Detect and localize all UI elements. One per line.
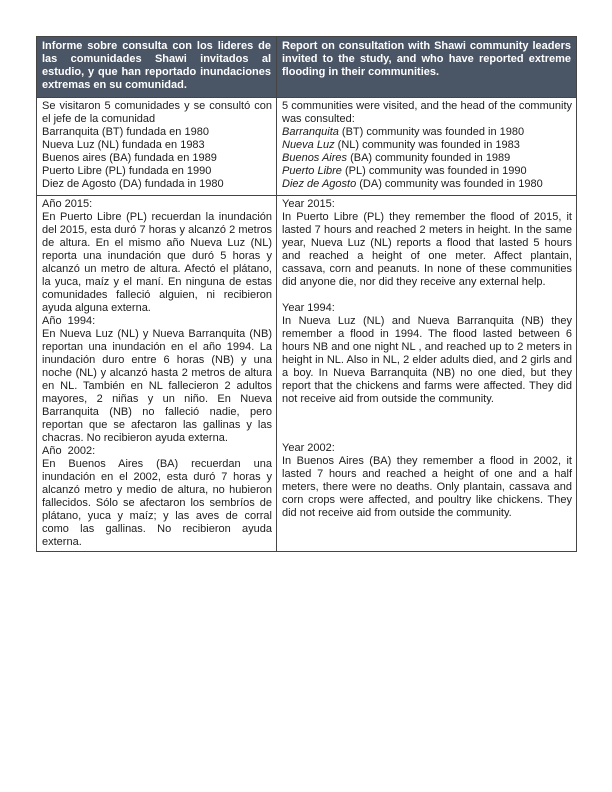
consultation-report-table <box>36 36 577 552</box>
community-line-spanish: Barranquita (BT) fundada en 1980 <box>42 126 209 138</box>
flood-paragraph-english-label: Year 2002: <box>282 442 335 454</box>
table-header-row <box>37 37 577 98</box>
community-line-spanish: Diez de Agosto (DA) fundada in 1980 <box>42 178 224 190</box>
community-line-english: Nueva Luz (NL) community was founded in 1983 <box>282 139 520 151</box>
flood-paragraph-spanish-label: Año 2002: <box>42 445 96 457</box>
flood-paragraph-spanish <box>42 198 272 315</box>
flood-paragraph-spanish-text: En Nueva Luz (NL) y Nueva Barranquita (NB) reportan una inundación en el año 1994. La inundación duro entre 6 horas (NB) y una noche (NL) y alcanzó hasta 2 metros de altura en NL. También en NL fallecieron 2 adultos mayores, 2 niñas y un niño. En Nueva Barranquita (NB) no falleció nadie, pero reportan que se afectaron las gallinas y las chacras. No recibieron ayuda externa. <box>42 328 272 444</box>
communities-list-english <box>282 126 572 191</box>
community-line-english: Puerto Libre (PL) community was founded in 1990 <box>282 165 527 177</box>
flood-paragraph-spanish-label: Año 2015: <box>42 198 93 210</box>
flood-paragraph-english-text: In Puerto Libre (PL) they remember the flood of 2015, it lasted 7 hours and reached 2 meters in height. In the same year, Nueva Luz (NL) reports a flood that lasted 5 hours and reached a height of one meter. Affect plantain, cassava, corn and peanuts. In none of these communities did anyone die, nor did they receive any external help. <box>282 211 572 288</box>
communities-list-spanish <box>42 126 272 191</box>
community-line-spanish: Buenos aires (BA) fundada en 1989 <box>42 152 217 164</box>
communities-intro-spanish: Se visitaron 5 comunidades y se consultó con el jefe de la comunidad <box>42 100 272 125</box>
communities-cell-english <box>277 98 577 196</box>
flood-reports-cell-english <box>277 196 577 552</box>
flood-paragraph-spanish <box>42 315 272 445</box>
community-line-spanish: Puerto Libre (PL) fundada en 1990 <box>42 165 212 177</box>
communities-cell-spanish <box>37 98 277 196</box>
flood-paragraph-spanish-text: En Buenos Aires (BA) recuerdan una inundación en el 2002, esta duró 7 horas y alcanzó metro y medio de altura, no hubieron fallecidos. Sólo se afectaron los sembríos de plátano, yuca y maíz; y las aves de corral como las gallinas. No recibieron ayuda externa. <box>42 458 272 548</box>
communities-intro-english: 5 communities were visited, and the head of the community was consulted: <box>282 100 572 125</box>
community-line-english: Barranquita (BT) community was founded in 1980 <box>282 126 525 138</box>
header-title-spanish: Informe sobre consulta con los lideres de las comunidades Shawi invitados al estudio, y que han reportado inundaciones extremas en su comunidad. <box>37 37 277 98</box>
flood-reports-row <box>37 196 577 552</box>
flood-paragraph-spanish-text: En Puerto Libre (PL) recuerdan la inundación del 2015, esta duró 7 horas y alcanzó 2 metros de altura. En el mismo año Nueva Luz (NL) reporta una inundación que duró 5 horas y alcanzó un metro de altura. Afectó el plátano, la yuca, maíz y el maní. En ninguna de estas comunidades falleció alguien, ni recibieron ayuda alguna externa. <box>42 211 272 314</box>
flood-reports-cell-spanish <box>37 196 277 552</box>
flood-paragraph-english <box>282 302 572 406</box>
flood-paragraph-spanish-label: Año 1994: <box>42 315 96 327</box>
header-title-english: Report on consultation with Shawi community leaders invited to the study, and who have reported extreme flooding in their communities. <box>277 37 577 98</box>
flood-paragraph-spanish <box>42 445 272 549</box>
flood-paragraph-english-text: In Nueva Luz (NL) and Nueva Barranquita (NB) they remember a flood in 1994. The flood lasted between 6 hours NB and one night NL , and reached up to 2 meters in height in NL. Also in NL, 2 elder adults died, and 2 girls and a boy. In Nueva Barranquita (NB) no one died, but they report that the chickens and farms were affected. They did not receive aid from outside the community. <box>282 315 572 405</box>
flood-paragraph-english <box>282 442 572 520</box>
flood-paragraph-english-label: Year 2015: <box>282 198 335 210</box>
community-line-english: Buenos Aires (BA) community founded in 1989 <box>282 152 511 164</box>
flood-paragraph-english-text: In Buenos Aires (BA) they remember a flood in 2002, it lasted 7 hours and reached a height of one and a half meters, there were no deaths. Only plantain, cassava and corn crops were affected, and poultry like chickens. They did not receive aid from outside the community. <box>282 455 572 519</box>
flood-paragraph-english-label: Year 1994: <box>282 302 335 314</box>
community-line-english: Diez de Agosto (DA) community was founded in 1980 <box>282 178 543 190</box>
flood-paragraph-english <box>282 198 572 289</box>
communities-row <box>37 98 577 196</box>
community-line-spanish: Nueva Luz (NL) fundada en 1983 <box>42 139 205 151</box>
